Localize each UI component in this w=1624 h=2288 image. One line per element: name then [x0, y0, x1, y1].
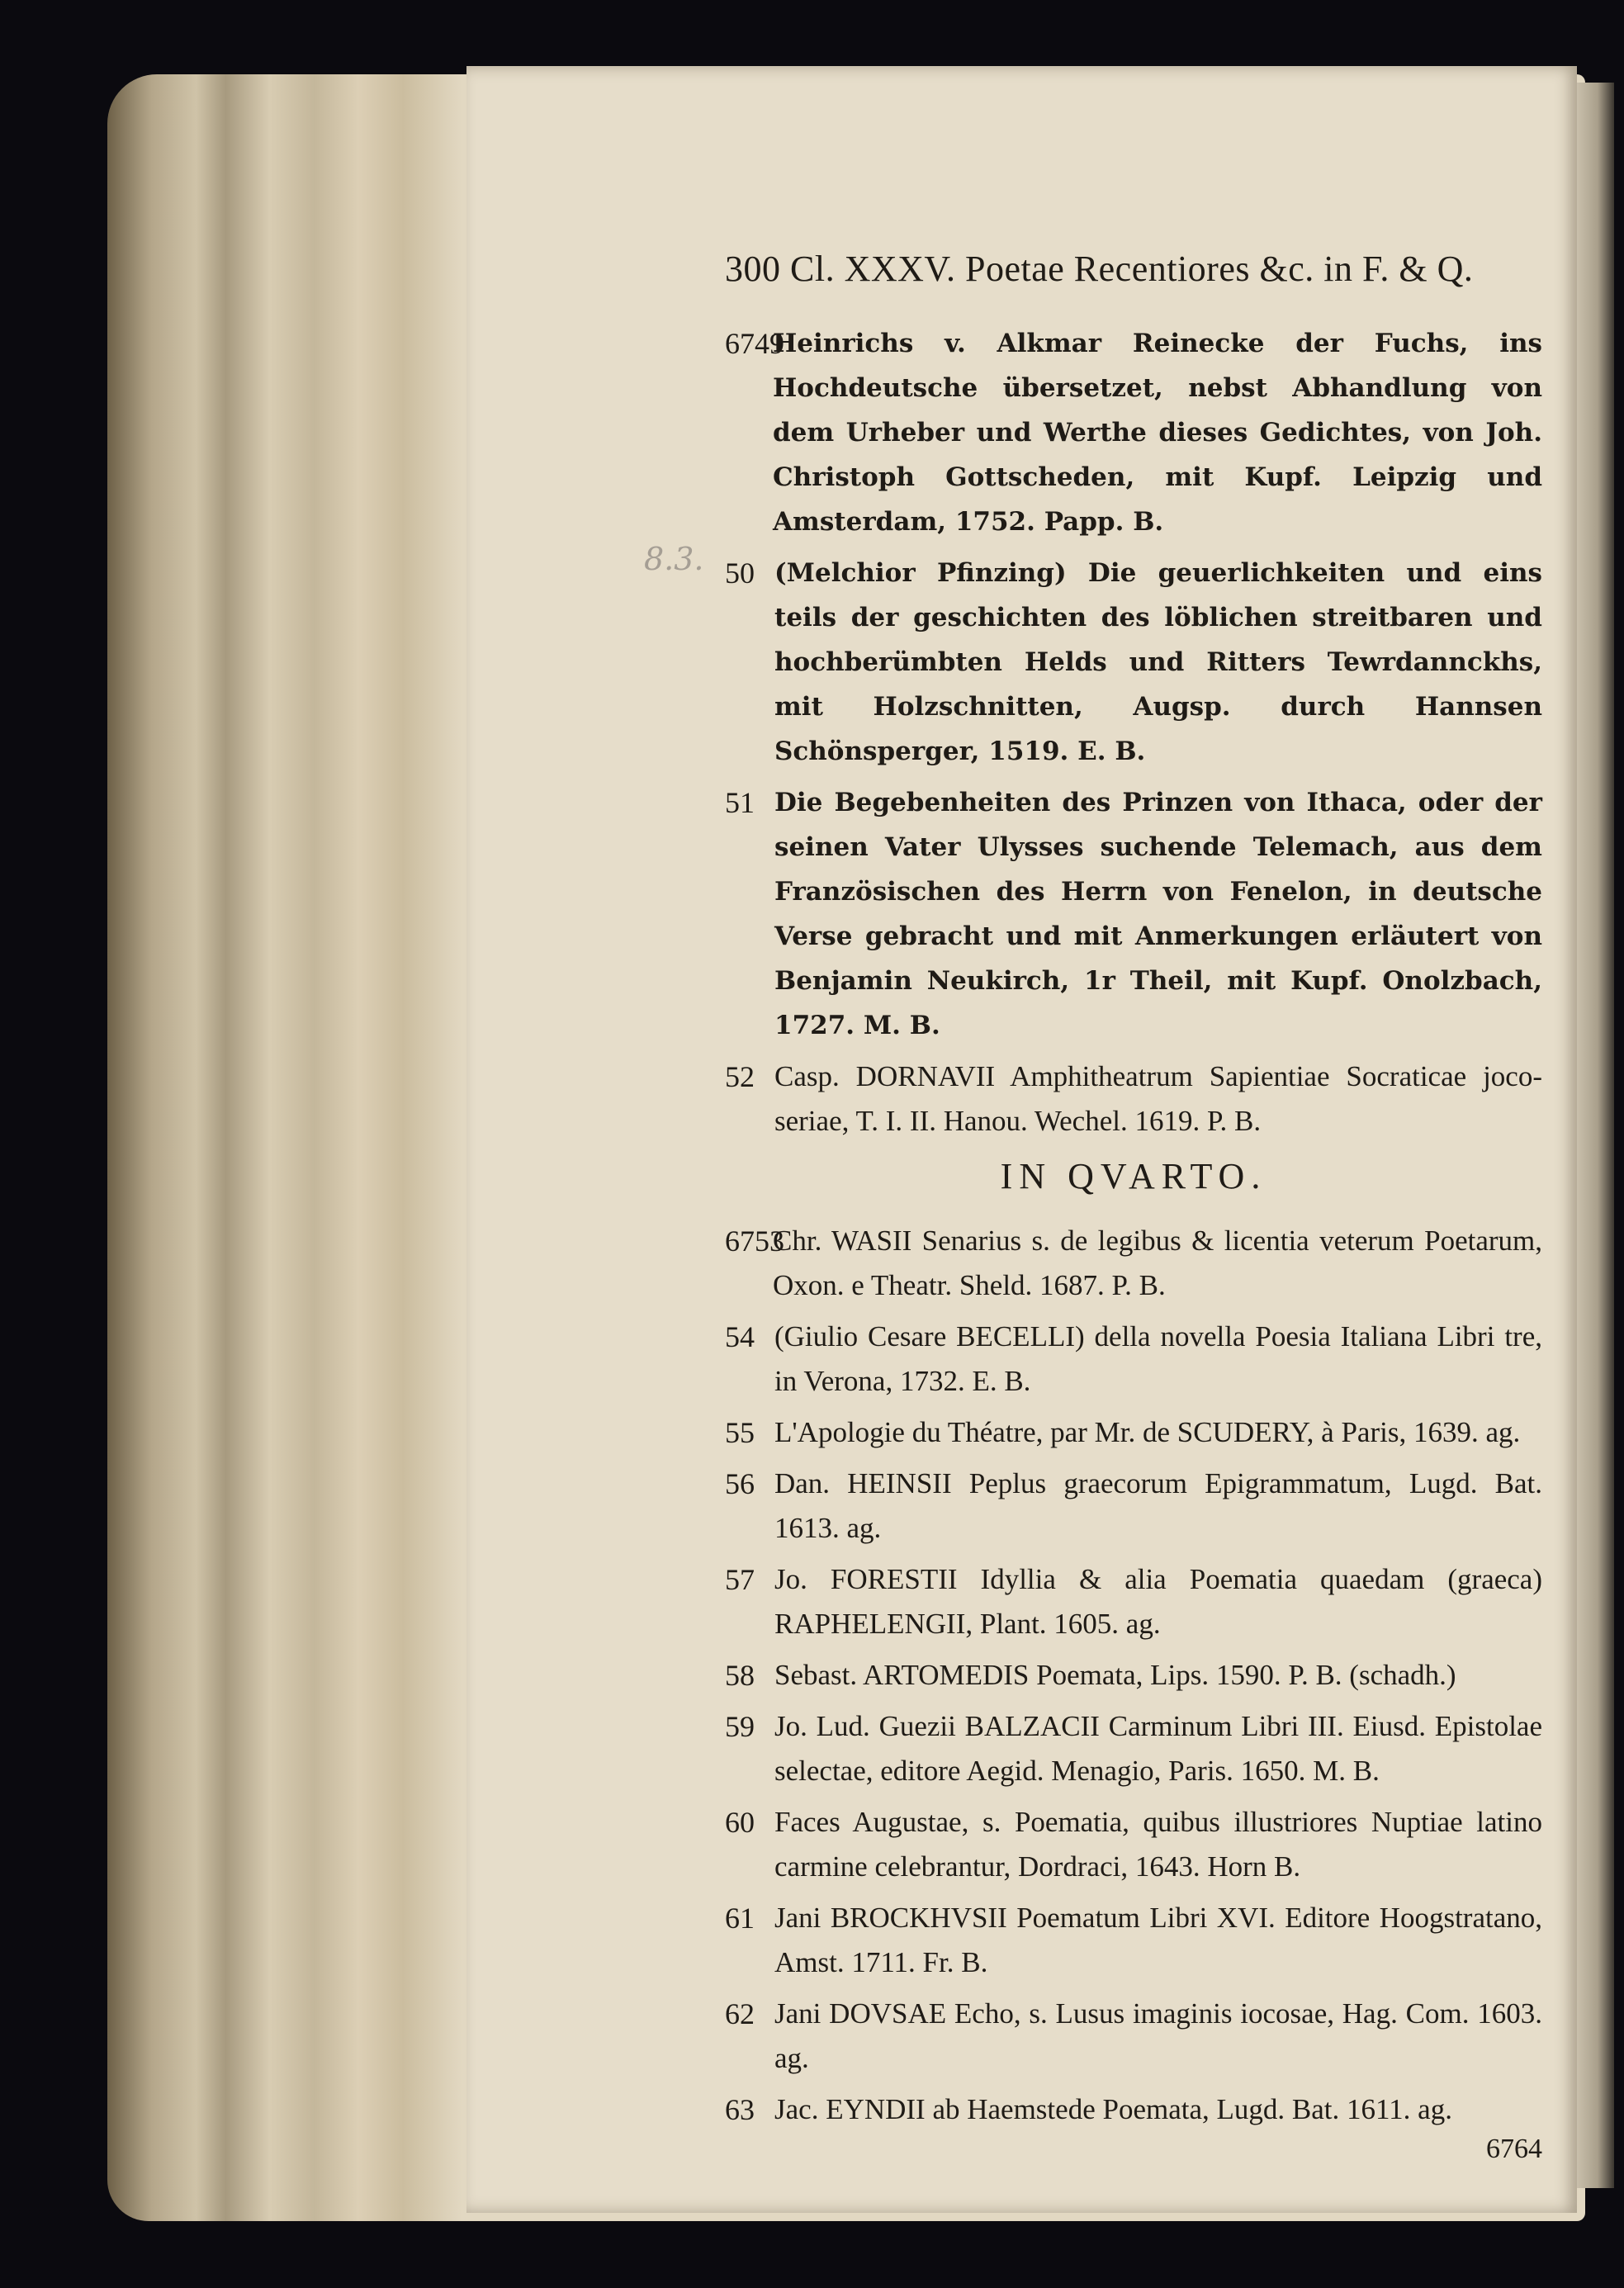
entry-number: 6753	[725, 1225, 784, 1258]
catchword: 6764	[1486, 2134, 1542, 2164]
section-heading: IN QVARTO.	[1000, 1156, 1267, 1196]
facing-page-edge	[1573, 83, 1614, 2188]
catalogue-entry	[725, 1704, 1542, 1793]
entry-number: 54	[725, 1320, 755, 1353]
entry-number: 51	[725, 786, 755, 819]
catalogue-entry	[725, 1461, 1542, 1551]
catalogue-entry	[725, 1410, 1542, 1455]
entry-text: Die Begebenheiten des Prinzen von Ithaca, oder der seinen Vater Ulysses suchende Telemach, aus dem Französischen des Herrn von Fenelon, in deutsche Verse gebracht und mit Anmerkungen erläutert von Benjamin Neukirch, 1r Theil, mit Kupf. Onolzbach, 1727. M. B.	[774, 788, 1542, 1040]
entry-text: Jani DOVSAE Echo, s. Lusus imaginis iocosae, Hag. Com. 1603. ag.	[774, 1997, 1542, 2074]
entry-number: 56	[725, 1467, 755, 1500]
catalogue-entry	[725, 1557, 1542, 1646]
catalogue-entry	[725, 1992, 1542, 2081]
entry-text: Jac. EYNDII ab Haemstede Poemata, Lugd. Bat. 1611. ag.	[774, 2093, 1452, 2125]
entry-text: Sebast. ARTOMEDIS Poemata, Lips. 1590. P. B. (schadh.)	[774, 1659, 1456, 1691]
catalogue-entry	[725, 1653, 1542, 1698]
entry-number: 60	[725, 1806, 755, 1839]
pencil-annotation: 8.3.	[644, 541, 704, 577]
entry-text: (Melchior Pfinzing) Die geuerlichkeiten und eins teils der geschichten des löblichen streitbaren und hochberümbten Helds und Ritters Tewrdannckhs, mit Holzschnitten, Augsp. durch Hannsen Schönsperger, 1519. E. B.	[774, 558, 1542, 766]
entry-number: 62	[725, 1997, 755, 2030]
entry-text: Heinrichs v. Alkmar Reinecke der Fuchs, ins Hochdeutsche übersetzet, nebst Abhandlung von dem Urheber und Werthe dieses Gedichtes, von Joh. Christoph Gottscheden, mit Kupf. Leipzig und Amsterdam, 1752. Papp. B.	[773, 329, 1542, 537]
entry-number: 61	[725, 1902, 755, 1935]
catalogue-entry	[725, 2087, 1542, 2132]
entry-text: Jo. Lud. Guezii BALZACII Carminum Libri III. Eiusd. Epistolae selectae, editore Aegid. Menagio, Paris. 1650. M. B.	[774, 1710, 1542, 1787]
entry-number: 57	[725, 1563, 755, 1596]
entry-text: Dan. HEINSII Peplus graecorum Epigrammatum, Lugd. Bat. 1613. ag.	[774, 1467, 1542, 1544]
entry-text: Chr. WASII Senarius s. de legibus & licentia veterum Poetarum, Oxon. e Theatr. Sheld. 1687. P. B.	[773, 1225, 1542, 1301]
entry-text: Faces Augustae, s. Poematia, quibus illustriores Nuptiae latino carmine celebrantur, Dordraci, 1643. Horn B.	[774, 1806, 1542, 1883]
entry-number: 52	[725, 1060, 755, 1093]
catalogue-entry	[725, 1054, 1542, 1144]
entry-number: 63	[725, 2093, 755, 2126]
entry-text: Jo. FORESTII Idyllia & alia Poematia quaedam (graeca) RAPHELENGII, Plant. 1605. ag.	[774, 1563, 1542, 1640]
entry-number: 59	[725, 1710, 755, 1743]
catalogue-entry	[725, 321, 1542, 544]
page-text	[725, 248, 1542, 2165]
entry-number: 6749	[725, 327, 784, 360]
entry-number: 55	[725, 1416, 755, 1449]
entry-text: Jani BROCKHVSII Poematum Libri XVI. Editore Hoogstratano, Amst. 1711. Fr. B.	[774, 1902, 1542, 1978]
entry-text: L'Apologie du Théatre, par Mr. de SCUDERY, à Paris, 1639. ag.	[774, 1416, 1521, 1448]
catalogue-entry	[725, 780, 1542, 1048]
catalogue-entry	[725, 1219, 1542, 1308]
entry-text: Casp. DORNAVII Amphitheatrum Sapientiae Socraticae joco-seriae, T. I. II. Hanou. Wechel. 1619. P. B.	[774, 1060, 1542, 1137]
catalogue-entry	[725, 551, 1542, 774]
entry-text: (Giulio Cesare BECELLI) della novella Poesia Italiana Libri tre, in Verona, 1732. E. B.	[774, 1320, 1542, 1397]
catalogue-entry	[725, 1800, 1542, 1889]
catalogue-entry	[725, 1315, 1542, 1404]
entry-number: 58	[725, 1659, 755, 1692]
catalogue-entry	[725, 1896, 1542, 1985]
entry-number: 50	[725, 557, 755, 590]
running-header: 300 Cl. XXXV. Poetae Recentiores &c. in F. & Q.	[725, 249, 1474, 289]
